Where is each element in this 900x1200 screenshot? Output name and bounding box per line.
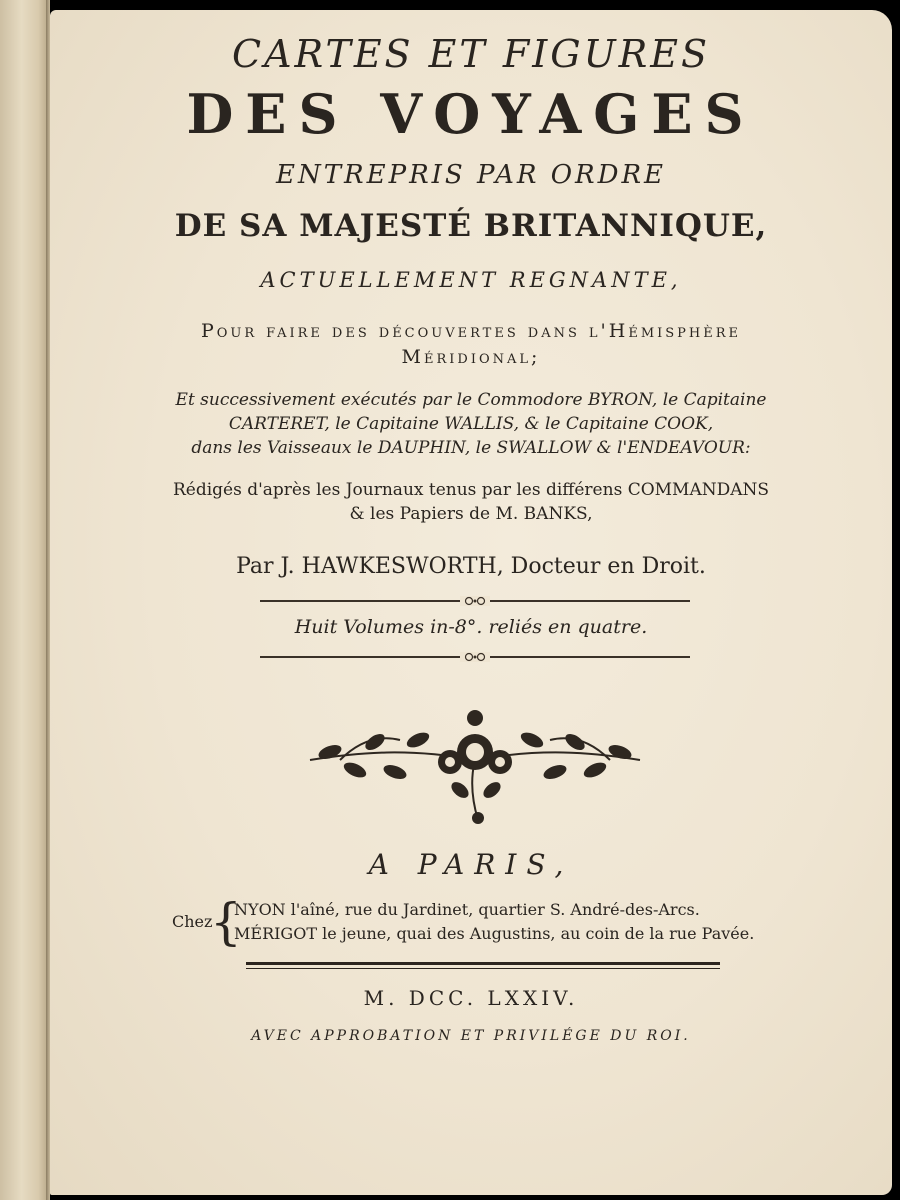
subtitle-line-2: Méridional;	[401, 346, 541, 368]
description-line-4: Rédigés d'après les Journaux tenus par les différens COMMANDANS	[172, 480, 770, 500]
floral-vignette-icon	[300, 690, 650, 830]
publisher-line-1: NYON l'aîné, rue du Jardinet, quartier S. André-des-Arcs.	[234, 900, 700, 919]
privilege-line: AVEC APPROBATION ET PRIVILÉGE DU ROI.	[251, 1028, 691, 1044]
title-line-5: ACTUELLEMENT REGNANTE,	[260, 268, 682, 292]
description-line-3: dans les Vaisseaux le DAUPHIN, le SWALLOW & l'ENDEAVOUR:	[191, 438, 751, 458]
title-line-4: DE SA MAJESTÉ BRITANNIQUE,	[174, 208, 768, 244]
subtitle-line-1: Pour faire des découvertes dans l'Hémisphère	[200, 320, 742, 342]
ornamental-rule-top	[260, 596, 690, 606]
description-line-2: CARTERET, le Capitaine WALLIS, & le Capitaine COOK,	[228, 414, 714, 434]
ornamental-rule-bottom	[260, 652, 690, 662]
publisher-line-2: MÉRIGOT le jeune, quai des Augustins, au coin de la rue Pavée.	[234, 924, 755, 943]
book-binding	[0, 0, 48, 1200]
rule-knot-icon	[460, 652, 490, 662]
rule-knot-icon	[460, 596, 490, 606]
volumes-line: Huit Volumes in-8°. reliés en quatre.	[294, 616, 648, 638]
city-line: A PARIS,	[368, 848, 574, 881]
chez-label: Chez	[172, 912, 213, 931]
title-page	[50, 10, 892, 1195]
imprint-block	[172, 893, 812, 954]
brace-icon: {	[210, 893, 242, 951]
title-line-3: ENTREPRIS PAR ORDRE	[275, 160, 667, 190]
double-rule	[246, 962, 720, 971]
description-line-1: Et successivement exécutés par le Commodore BYRON, le Capitaine	[175, 390, 767, 410]
year-line: M. DCC. LXXIV.	[363, 986, 579, 1010]
description-line-5: & les Papiers de M. BANKS,	[349, 504, 593, 524]
title-line-2: DES VOYAGES	[186, 82, 756, 146]
author-line: Par J. HAWKESWORTH, Docteur en Droit.	[236, 554, 706, 579]
title-line-1: CARTES ET FIGURES	[232, 32, 710, 76]
